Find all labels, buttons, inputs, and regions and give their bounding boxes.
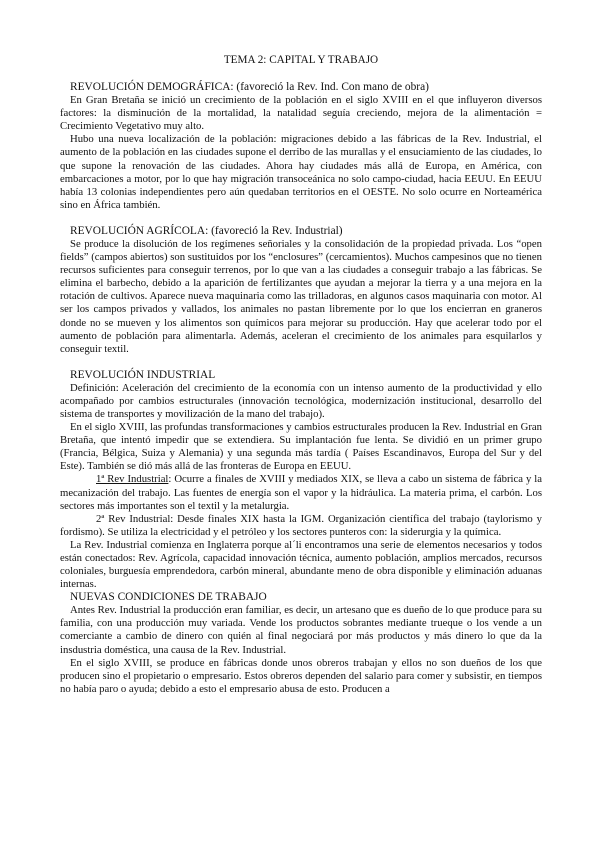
section-spacer: [60, 356, 542, 369]
paragraph-industrial-inglaterra: La Rev. Industrial comienza en Inglaterra porque al´li encontramos una serie de elementos necesarios y todos están conectados: Rev. Agrícola, capacidad innovación técnica, aumento población, amplios mercados, recursos coloniales, burguesía emprendedora, carbón mineral, abundante meno de obra disponible y eliminación aduanas internas.: [60, 538, 542, 591]
paragraph-demografica-1: En Gran Bretaña se inició un crecimiento de la población en el siglo XVIII en el que influyeron diversos factores: la disminución de la mortalidad, la natalidad seguía creciendo, mejora de la alimentación = Crecimiento Vegetativo muy alto.: [60, 94, 542, 133]
section-spacer: [60, 212, 542, 225]
primera-rev-text: : Ocurre a finales de XVIII y mediados XIX, se lleva a cabo un sistema de fábrica y la mecanización del trabajo. Las fuentes de energía son el vapor y la hidráulica. La materia prima, el carbón. Los sectores más importantes son el textil y la metalurgia.: [60, 473, 542, 512]
paragraph-industrial-siglo-xviii: En el siglo XVIII, las profundas transformaciones y cambios estructurales producen la Rev. Industrial en Gran Bretaña, que intentó impedir que se extendiera. Su implantación fue lenta. Se dividió en un primer grupo (Francia, Bélgica, Suiza y Alemania) y una segunda más tardía ( Países Escandinavos, Europa del Sur y del Este). También se dió más allá de las fronteras de Europa en EEUU.: [60, 421, 542, 473]
paragraph-demografica-2: Hubo una nueva localización de la población: migraciones debido a las fábricas de la Rev. Industrial, el aumento de la población en las ciudades supone el derribo de las murallas y el ensuciamiento de las ciudades, lo que supone la renovación de las ciudades. Ahora hay ciudades más allá de Europa, en América, con embarcaciones a motor, por lo que hay migración transoceánica no solo campo-ciudad, hacia EEUU. En EEUU había 13 colonias independientes pero aún quedaban territorios en el OESTE. No solo ocurre en Norteamérica sino en África también.: [60, 133, 542, 211]
paragraph-condiciones-2: En el siglo XVIII, se produce en fábricas donde unos obreros trabajan y ellos no son dueños de los que producen sino el propietario o empresario. Estos obreros dependen del salario para comer y subsistir, en tiempos no había paro o ayuda; debido a esto el empresario abusa de esto. Producen a: [60, 656, 542, 695]
paragraph-condiciones-1: Antes Rev. Industrial la producción eran familiar, es decir, un artesano que es dueño de lo que produce para su familia, con una producción muy variada. Vende los productos sobrantes mediante trueque o los vende a un comerciante a cambio de dinero con quién al final negociará por más productos y más dinero lo que da la insdustria doméstica, una causa de la Rev. Industrial.: [60, 604, 542, 656]
document-page: [60, 54, 542, 696]
document-title: TEMA 2: CAPITAL Y TRABAJO: [223, 54, 379, 66]
paragraph-industrial-definicion: Definición: Aceleración del crecimiento de la economía con un intenso aumento de la productividad y ello acompañado por cambios estructurales (innovación tecnológica, modernización institucional, desarrollo del sistema de transportes y movilización de la mano del trabajo).: [60, 381, 542, 420]
heading-nuevas-condiciones: NUEVAS CONDICIONES DE TRABAJO: [70, 591, 267, 604]
paragraph-agricola-1: Se produce la disolución de los regímenes señoriales y la consolidación de la propiedad privada. Los “open fields” (campos abiertos) son sustituidos por los “enclosures” (cercamientos). Muchos campesinos que no tienen recursos suficientes para conseguir terrenos, por lo que van a las ciudades a conseguir trabajo a las fábricas. Se elimina el barbecho, debido a la aparición de fertilizantes que ayudan a mejorar la tierra y a una mejora en la rotación de cultivos. Aparece nueva maquinaria como las trilladoras, en algunos casos maquinaria con motor. Al ser los campos privados y vallados, los animales no pastan libremente por lo que los encierran en graneros donde no se mueven y los alimentos son químicos para mejorar su producción. Hay que acelerar todo por el aumento de población para alimentarla. Además, aceleran el crecimiento de los animales para esquilarlos y conseguir textil.: [60, 237, 542, 355]
heading-revolucion-agricola: REVOLUCIÓN AGRÍCOLA: (favoreció la Rev. Industrial): [70, 224, 343, 237]
paragraph-segunda-rev-industrial: 2ª Rev Industrial: Desde finales XIX hasta la IGM. Organización científica del trabajo (taylorismo y fordismo). Se utiliza la electricidad y el petróleo y los sectores punteros con: la siderurgia y la química.: [60, 512, 542, 538]
primera-rev-label: 1ª Rev Industrial: [96, 473, 169, 486]
heading-revolucion-demografica: REVOLUCIÓN DEMOGRÁFICA: (favoreció la Rev. Ind. Con mano de obra): [70, 81, 429, 94]
paragraph-primera-rev-industrial: [60, 473, 542, 512]
heading-revolucion-industrial: REVOLUCIÓN INDUSTRIAL: [70, 368, 216, 381]
